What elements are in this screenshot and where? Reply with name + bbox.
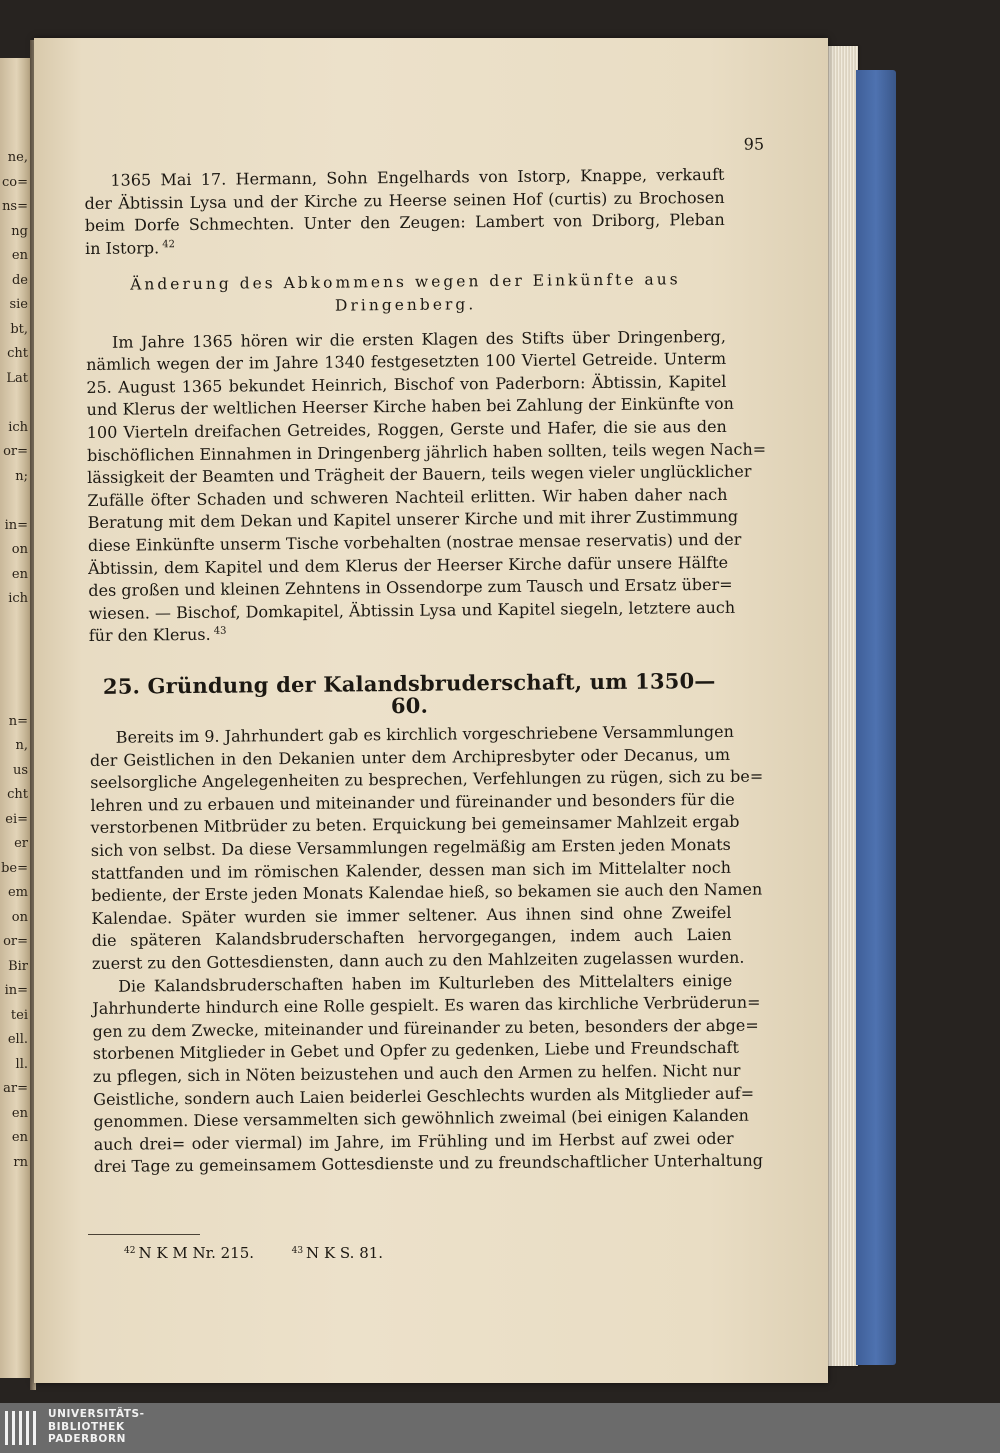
left-page-fragment: bt, <box>10 321 28 337</box>
text-line: Beratung mit dem Dekan und Kapitel unserer Kirche und mit ihrer Zustimmung <box>87 507 739 533</box>
left-page-fragment: on <box>11 909 28 925</box>
left-page-fragment: ar= <box>3 1081 28 1096</box>
left-page-fragment: ll. <box>15 1056 28 1072</box>
left-page-fragment: sie <box>9 297 28 312</box>
library-footer <box>0 1403 1000 1453</box>
text-line: nämlich wegen der im Jahre 1340 festgesetzten 100 Viertel Getreide. Unterm <box>86 349 727 375</box>
text-line: die späteren Kalandsbruderschaften hervorgegangen, indem auch Laien <box>91 925 732 951</box>
left-page-fragment: in= <box>4 983 28 998</box>
footnote-42: $^{42}$ N K M Nr. 215. <box>124 1244 255 1262</box>
text-line: zuerst zu den Gottesdiensten, dann auch zu den Mahlzeiten zugelassen wurden. <box>91 947 745 973</box>
left-page-fragment: tei <box>10 1007 28 1023</box>
page-number: 95 <box>743 134 765 154</box>
text-line: 25. August 1365 bekundet Heinrich, Bischof von Paderborn: Äbtissin, Kapitel <box>86 371 727 397</box>
left-page-fragment: co= <box>2 174 28 190</box>
entry-1365 <box>84 164 725 261</box>
text-line: Die Kalandsbruderschaften haben im Kulturleben des Mittelalters einige <box>118 970 733 996</box>
text-line: Äbtissin, dem Kapitel und dem Klerus der Heerser Kirche dafür unsere Hälfte <box>88 552 729 578</box>
left-page-fragment: us <box>12 762 28 778</box>
text-line: diese Einkünfte unserm Tische vorbehalten (nostrae mensae reservatis) und der <box>87 529 742 555</box>
left-page-fragment: en <box>11 566 28 582</box>
text-line: zu pflegen, sich in Nöten beizustehen und auch den Armen zu helfen. Nicht nur <box>92 1060 741 1086</box>
left-page-fragment: em <box>7 885 28 900</box>
library-logo-icon <box>2 1408 42 1448</box>
text-line: stattfanden und im römischen Kalender, dessen man sich im Mittelalter noch <box>90 857 732 883</box>
page-edges <box>826 46 858 1366</box>
text-line: Zufälle öfter Schaden und schweren Nachteil erlitten. Wir haben daher nach <box>87 484 728 510</box>
text-line: drei Tage zu gemeinsamem Gottesdienste und zu freundschaftlicher Unterhaltung <box>93 1150 764 1177</box>
text-line: der Geistlichen in den Dekanien unter dem Archipresbyter oder Decanus, um <box>89 744 731 770</box>
left-page-fragment: rn <box>13 1154 28 1170</box>
sub-heading-line1: Änderung des Abkommens wegen der Einkünfte aus <box>130 270 681 294</box>
text-line: bischöflichen Einnahmen in Dringenberg jährlich haben sollten, teils wegen Nach= <box>86 438 767 465</box>
text-line: lehren und zu erbauen und miteinander und füreinander und besonders für die <box>90 789 735 815</box>
text-line: und Klerus der weltlichen Heerser Kirche haben bei Zahlung der Einkünfte von <box>86 394 735 420</box>
left-page-fragment: ne, <box>7 150 28 165</box>
text-line: Im Jahre 1365 hören wir die ersten Klagen des Stifts über Dringenberg, <box>111 326 727 352</box>
left-page-fragment: in= <box>4 517 28 533</box>
section-title: 25. Gründung der Kalandsbruderschaft, um 1350—60. <box>102 667 716 719</box>
left-page-fragment: ich <box>8 591 28 606</box>
text-line: für den Klerus. $^{43}$ <box>88 625 227 646</box>
left-page-fragment: de <box>11 272 28 288</box>
text-line: in Istorp. $^{42}$ <box>84 238 176 258</box>
text-line: gen zu dem Zwecke, miteinander und füreinander zu beten, besonders der abge= <box>92 1015 759 1041</box>
text-line: sich von selbst. Da diese Versammlungen regelmäßig am Ersten jeden Monats <box>90 834 731 860</box>
sub-heading <box>85 268 725 319</box>
left-page-fragment: Bir <box>8 958 28 974</box>
footnote-rule <box>88 1234 200 1235</box>
text-line: Kalendae. Später wurden sie immer seltener. Aus ihnen sind ohne Zweifel <box>91 902 732 928</box>
text-line: seelsorgliche Angelegenheiten zu besprechen, Verfehlungen zu rügen, sich zu be= <box>90 766 764 793</box>
left-page-fragment: n= <box>8 713 28 729</box>
footnote-ref: 43 <box>210 625 227 638</box>
library-logo-text: UNIVERSITÄTS- BIBLIOTHEK PADERBORN <box>48 1408 145 1446</box>
left-page-fragment: cht <box>7 346 28 361</box>
text-line: beim Dorfe Schmechten. Unter den Zeugen: Lambert von Driborg, Pleban <box>84 210 725 236</box>
left-page-fragment: Lat <box>6 370 28 386</box>
text-line: verstorbenen Mitbrüder zu beten. Erquickung bei gemeinsamer Mahlzeit ergab <box>90 812 740 838</box>
left-page-fragment: ell. <box>7 1032 28 1047</box>
left-page-fragment: n; <box>15 468 28 484</box>
left-page-edge <box>0 58 30 1378</box>
left-page-fragment: ich <box>8 419 28 435</box>
text-line: des großen und kleinen Zehntens in Ossendorpe zum Tausch und Ersatz über= <box>88 574 733 601</box>
text-line: der Äbtissin Lysa und der Kirche zu Heerse seinen Hof (curtis) zu Brochosen <box>84 187 725 213</box>
left-page-fragment: ns= <box>2 199 28 214</box>
text-line: bediente, der Erste jeden Monats Kalendae hieß, so bekamen sie auch den Namen <box>91 879 763 906</box>
book-page <box>34 38 828 1383</box>
left-page-fragment: en <box>11 1105 28 1121</box>
text-line: Bereits im 9. Jahrhundert gab es kirchlich vorgeschriebene Versammlungen <box>115 721 734 747</box>
left-page-fragment: or= <box>3 444 28 459</box>
left-page-fragment: cht <box>7 787 28 802</box>
text-line: genommen. Diese versammelten sich gewöhnlich zweimal (bei einigen Kalanden <box>93 1105 750 1132</box>
left-page-fragment: or= <box>3 934 28 949</box>
paragraph-kulturleben <box>92 969 764 1178</box>
left-page-fragment: er <box>14 836 28 851</box>
text-line: auch drei= oder viermal) im Jahre, im Frühling und im Herbst auf zwei oder <box>93 1128 734 1154</box>
text-line: 1365 Mai 17. Hermann, Sohn Engelhards von Istorp, Knappe, verkauft <box>110 164 725 190</box>
text-line: wiesen. — Bischof, Domkapitel, Äbtissin Lysa und Kapitel siegeln, letztere auch <box>88 597 736 623</box>
footnote-ref: 42 <box>159 238 176 251</box>
footnotes <box>124 1244 383 1262</box>
left-page-fragment: en <box>11 1130 28 1145</box>
paragraph-kalende <box>89 721 764 976</box>
page-text-block <box>84 132 767 1179</box>
left-page-fragment: n, <box>15 738 28 753</box>
paragraph-dringenberg <box>86 325 767 647</box>
left-page-fragment: ng <box>11 223 28 239</box>
text-line: Jahrhunderte hindurch eine Rolle gespielt. Es waren das kirchliche Verbrüderun= <box>92 992 761 1019</box>
left-page-fragment: on <box>11 542 28 557</box>
left-page-fragment: en <box>11 248 28 263</box>
footnote-43: $^{43}$ N K S. 81. <box>291 1244 384 1262</box>
text-line: 100 Vierteln dreifachen Getreides, Roggen, Gerste und Hafer, die sie aus den <box>86 416 727 442</box>
book-cover-edge <box>856 70 896 1365</box>
text-line: Geistliche, sondern auch Laien beiderlei Geschlechts wurden als Mitglieder auf= <box>93 1083 755 1109</box>
left-page-fragment: be= <box>1 860 28 876</box>
left-page-fragment: ei= <box>5 811 28 827</box>
text-line: storbenen Mitglieder in Gebet und Opfer zu gedenken, Liebe und Freundschaft <box>92 1038 739 1064</box>
sub-heading-line2: Dringenberg. <box>334 295 477 315</box>
text-line: lässigkeit der Beamten und Trägheit der Bauern, teils wegen vieler unglücklicher <box>87 461 752 488</box>
